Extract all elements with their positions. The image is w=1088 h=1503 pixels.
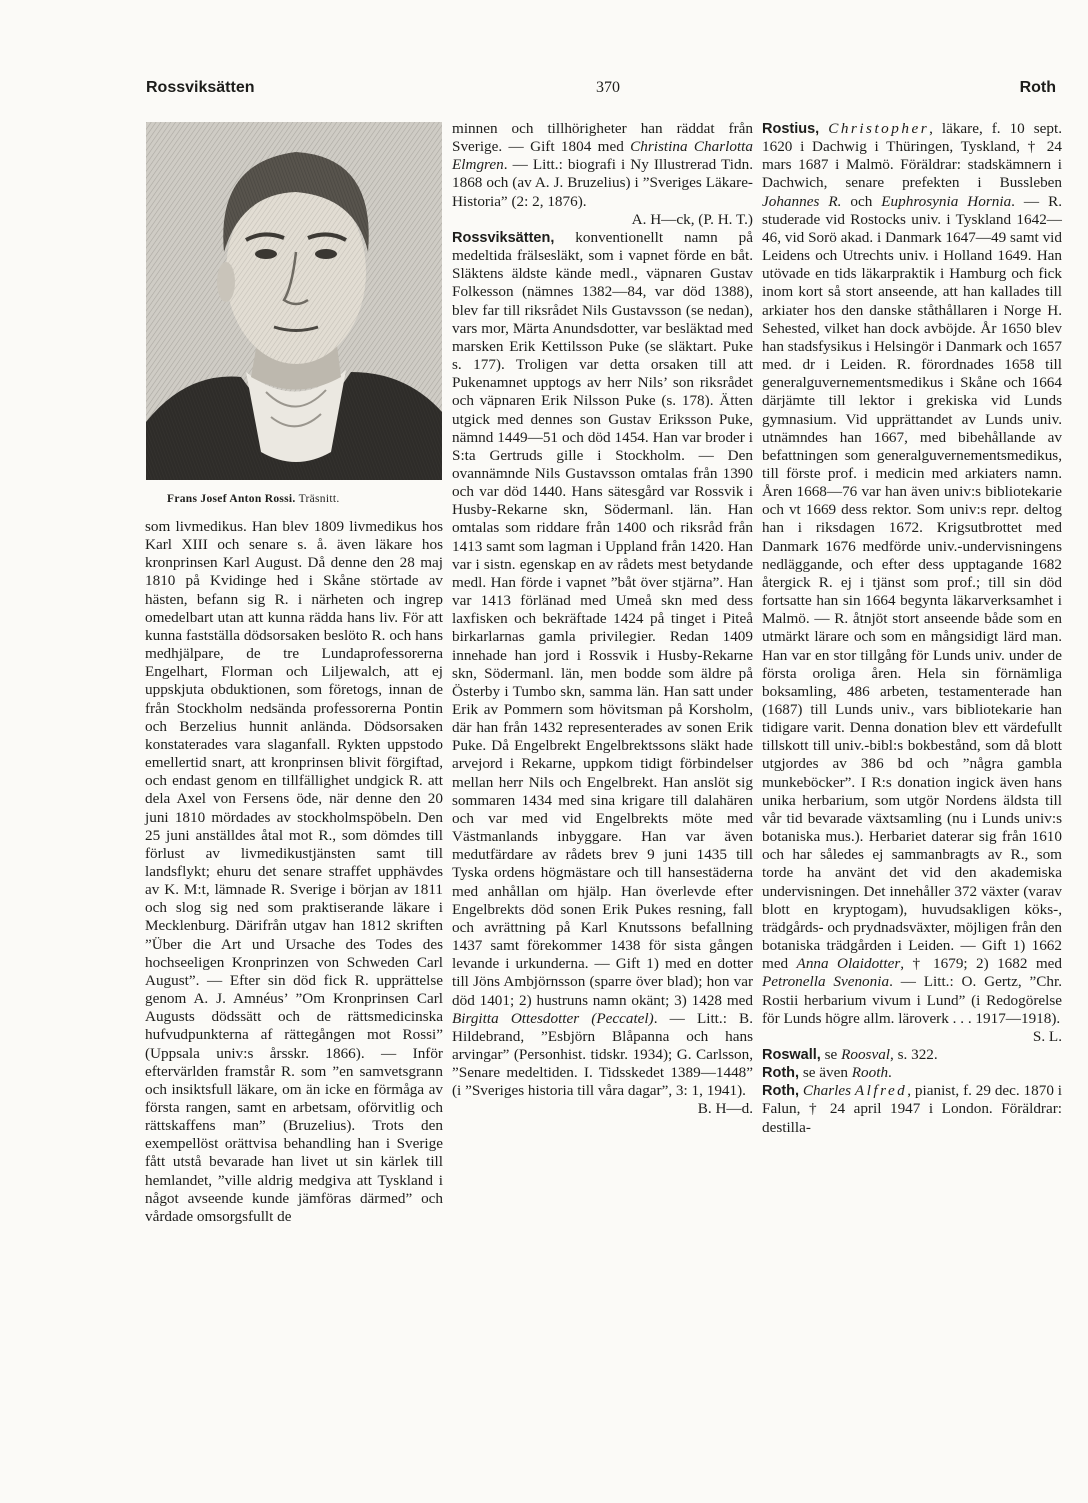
rostius-text-b: . — R. studerade vid Rostocks univ. i Tyskland 1642—46, vid Sorö akad. i Danmark 1647—49 samt vid Leidens och Utrechts univ. i Holland 1649. Han utövade en tids läkarpraktik i Hamburg och fick inom kort så stort anseende, att han kallades till arkiater hos den danske ståthållaren i Norge H. Sehested, vilket han dock avböjde. År 1650 blev han stadsfysikus i Helsingör i Danmark och 1657 med. dr i Leiden. R. förordnades 1658 till generalguvernementsmedikus i Skåne och 1664 därjämte till lektor i grekiska vid Lunds gymnasium. Vid upprättandet av Lunds univ. utnämndes han 1667, med bibehållande av befattningen som generalguvernementsmedikus, till förste prof. i medicin med arkiaters namn. Åren 1668—76 var han även univ:s bibliotekarie och vt 1669 dess rektor. Som univ:s repr. deltog han i riksdagen 1672. Krigsutbrottet med Danmark 1676 medförde univ.-undervisningens nedläggande, och efter dess upptagande 1682 återgick R. ej i tjänst som prof.; till sin död fortsatte han sin 1664 begynta läkarverksamhet i Malmö. — R. åtnjöt stort anseende både som en utmärkt lärare och som en mångsidigt lärd man. Han var en stor tillgång för Lunds univ. under de första oroliga åren. Hela sin förnämliga boksamling, 486 arbeten, testamenterade han (1687) till Lunds univ., vars bibliotekarie han tidigare varit. Denna donation blev ett värdefullt tillskott till univ.-bibl:s bokbestånd, som då blott utgjordes av 386 bd och ”några gambla munkeböcker”. I R:s donation ingick även hans unika herbarium, som utgör Nordens äldsta till vår tid bevarade växtsamling (nu i Lunds univ:s botaniska mus.). Herbariet daterar sig från 1610 och har således ej sammanbragts av R., som torde ha använt det vid den akademiska undervisningen. Det innehåller 372 växter (varav blott en kryptogam), huvudsakligen köks-, trädgårds- och prydnadsväxter, möjligen från den botaniska trädgården i Leiden. — Gift 1) 1662 med — [762, 192, 1063, 973]
roth-text-a: , pianist, f. 29 dec. 1870 i Falun, † 24 april 1947 i London. Föräldrar: destilla- — [762, 1082, 1063, 1136]
roswall-text-b: , s. 322. — [890, 1045, 938, 1063]
rossviksatten-spouse-name: Birgitta Ottesdotter (Peccatel) — [452, 1009, 654, 1027]
text-column-2 — [452, 120, 753, 1480]
article-rostius — [762, 120, 1062, 1028]
headword-roswall: Roswall, — [762, 1046, 821, 1063]
rostius-mother-name: Euphrosynia Hornia — [881, 192, 1012, 210]
roth-first-name: Charles — [802, 1082, 852, 1100]
rostius-text-c: , † 1679; 2) 1682 med — [900, 955, 1062, 973]
headword-rostius: Rostius, — [762, 121, 820, 137]
roth-reference: Rooth — [851, 1064, 889, 1082]
rostius-text-d: . — Litt.: O. Gertz, ”Chr. Rostii herbarium vivum i Lund” (i Redogörelse för Lunds högre allm. läroverk . . . 1917—1918). — [762, 973, 1062, 1027]
portrait-illustration — [146, 122, 442, 480]
rostius-text-a: , läkare, f. 10 sept. 1620 i Dachwig i Thüringen, Tyskland, † 24 mars 1687 i Malmö. Föräldrar: stadskämnern i Dachwich, senare prefekten i Bussleben — [762, 120, 1063, 192]
rostius-spouse-1: Anna Olaidotter — [796, 955, 901, 973]
rostius-father-name: Johannes R. — [762, 192, 842, 210]
rossviksatten-signature: B. H—d. — [697, 1100, 753, 1118]
rossi-text-b: . — Litt.: biografi i Ny Illustrerad Tidn. 1868 och (av A. J. Bruzelius) i ”Sveriges Läkare-Historia” (2: 2, 1876). — [452, 156, 753, 210]
article-roth-charles — [762, 1082, 1062, 1136]
roswall-text-a: se — [820, 1045, 842, 1063]
article-roth-see-also — [762, 1064, 1062, 1082]
article-rossi-ending — [452, 120, 753, 211]
caption-name: Frans Josef Anton Rossi. — [167, 493, 296, 505]
roth-called-name: Alfred — [854, 1082, 908, 1100]
text-column-1 — [145, 120, 443, 1480]
rossi-spouse-name: Christina Charlotta Elmgren — [452, 138, 753, 174]
caption-note: Träsnitt. — [298, 493, 340, 505]
rostius-text-mid: och — [841, 192, 882, 210]
running-header — [0, 76, 1088, 102]
page-number: 370 — [596, 79, 620, 96]
rossviksatten-text-a: konventionellt namn på medeltida frälsesläkt, som i vapnet förde en båt. Släktens äldste kände medl., väpnaren Gustav Folkesson (nämnes 1382—84, var död 1388), blev far till riksrådet Nils Gustavsson (se nedan), vars mor, Märta Anundsdotter, var besläktad med marsken Erik Kettilsson Puke (se släktart. Puke s. 177). Troligen var detta orsaken till att Pukenamnet upptogs av herr Nils’ son riksrådet och väpnaren Erik Nilsson Puke (s. 178). Ätten utgick med dennes son Gustav Eriksson Puke, nämnd 1449—51 och död 1454. Han var broder i S:ta Gertruds gille i Stockholm. — Den ovannämnde Nils Gustavsson omtalas från 1390 och var död 1440. Hans sätesgård var Rossvik i Husby-Rekarne skn, Södermanl. län. Han omtalas som riddare från 1400 och riksråd från 1413 samt som lagman i Uppland från 1420. Han var i sistn. egenskap en av rådets mest betydande medl. Han förde i vapnet ”båt över stjärna”. Han var 1413 förlänad med Umeå skn med dess laxfisken och bekräftade 1424 på tinget i Piteå birkarlarnas gamla privilegier. Redan 1409 innehade han jord i Rossvik i Husby-Rekarne skn, Södermanl. län, men bodde som äldre på Österby i Tumbo skn, samma län. Han satt under Erik av Pommern som hövitsman på Korsholm, där han från 1432 representerades av sonen Erik Puke. Då Engelbrekt Engelbrektssons släkt hade arvejord i Rekarne, uppkom tidigt förbindelser mellan herr Nils och Engelbrekt. Han anslöt sig sommaren 1434 med sina krigare till dalahären och var med vid Engelbrekts möte med Västmanlands inbyggare. Han var även medutfärdare av rådets brev 9 juni 1435 till Tyska ordens högmästare och till hansestäderna med anhållan om hjälp. Han överlevde efter Engelbrekts död sonen Erik Pukes resning, fall och avrättning på Karl Knutssons befallning 1437 samt förekommer 1438 för sista gången levande i urkunderna. — Gift 1) med en dotter till Jöns Ambjörnsson (sparre över blad); hon var död 1401; 2) hustruns namn okänt; 3) 1428 med — [452, 228, 753, 1009]
article-roswall — [762, 1046, 1062, 1064]
article-rossviksatten — [452, 229, 753, 1101]
rostius-spouse-2: Petronella Svenonia — [762, 973, 890, 991]
roth-see-also-end: . — [888, 1064, 892, 1082]
rossi-text-a: minnen och tillhörigheter han räddat från Sverige. — Gift 1804 med — [452, 120, 753, 156]
roth-see-also-text: se även — [799, 1064, 852, 1082]
article-rossi-continuation: som livmedikus. Han blev 1809 livmedikus hos Karl XIII och senare s. å. även läkare hos kronprinsen Karl August. Då denne den 28 maj 1810 på Kvidinge hed i Skåne störtade av hästen, befann sig R. i närheten och ingrep omedelbart utan att kunna rädda hans liv. För att kunna fastställa dödsorsaken beslöto R. och hans medhjälpare, de tre Lundaprofessorerna Engelhart, Florman och Liljewalch, att ej uppskjuta obduktionen, som företogs, innan de från Stockholm nedsända professorerna Pontin och Berzelius hunnit anlända. Dödsorsaken konstaterades vara slaganfall. Rykten uppstodo emellertid snart, att kronprinsen blivit förgiftad, och endast genom en tillfällighet undgick R. att dela Axel von Fersens öde, när denne den 20 juni 1810 mördades av stockholmspöbeln. Den 25 juni anställdes åtal mot R., som dömdes till förlust av livmedikustjänsten samt till landsflykt; ehuru det senare straffet upphävdes av K. M:t, lämnade R. Sverige i början av 1811 och slog sig ned som praktiserande läkare i Mecklenburg. Därifrån utgav han 1812 skriften ”Über die Art und Ursache des Todes des hochseeligen Kronprinzen von Schweden Carl August”. — Efter sin död fick R. upprättelse genom A. J. Amnéus’ ”Om Kronprinsen Carl Augusts dödssätt och de rättsmedicinska hufvudpunkterna af rättegången mot Rossi” (Uppsala univ:s årsskr. 1866). — Inför eftervärlden framstår R. som ”en samvetsgrann och insiktsfull läkare, om än icke en förmåga av första rangen, samt en arbetsam, oförvitlig och rättskaffens man” (Bruzelius). Trots den exempellöst orättvisa behandling han i Sverige fått utstå bevarade han livet ut sin kärlek till hemlandet, ”ville aldrig medgiva att Tyskland i något avseende kunde jämföras därmed” och vårdade omsorgsfullt de — [145, 518, 443, 1225]
headword-roth-2: Roth, — [762, 1083, 800, 1100]
text-column-3 — [762, 120, 1062, 1480]
rossi-signature: A. H—ck, (P. H. T.) — [631, 210, 753, 228]
rostius-signature: S. L. — [1032, 1027, 1062, 1045]
rostius-first-name: Christopher — [828, 120, 930, 137]
portrait-woodcut — [146, 122, 442, 480]
portrait-caption — [167, 492, 443, 506]
headword-roth-1: Roth, — [762, 1065, 800, 1082]
roswall-reference: Roosval — [841, 1045, 891, 1063]
header-left-keyword: Rossviksätten — [146, 79, 255, 96]
rossviksatten-text-b: . — Litt.: B. Hildebrand, ”Esbjörn Blåpanna och hans arvingar” (Personhist. tidskr. 1934); G. Carlsson, ”Senare medeltiden. I. Tidsskedet 1389—1448” (i ”Sveriges historia till våra dagar”, 3: 1, 1941). — [452, 1009, 753, 1100]
headword-rossviksatten: Rossviksätten, — [452, 229, 555, 246]
header-right-keyword: Roth — [1019, 79, 1056, 96]
